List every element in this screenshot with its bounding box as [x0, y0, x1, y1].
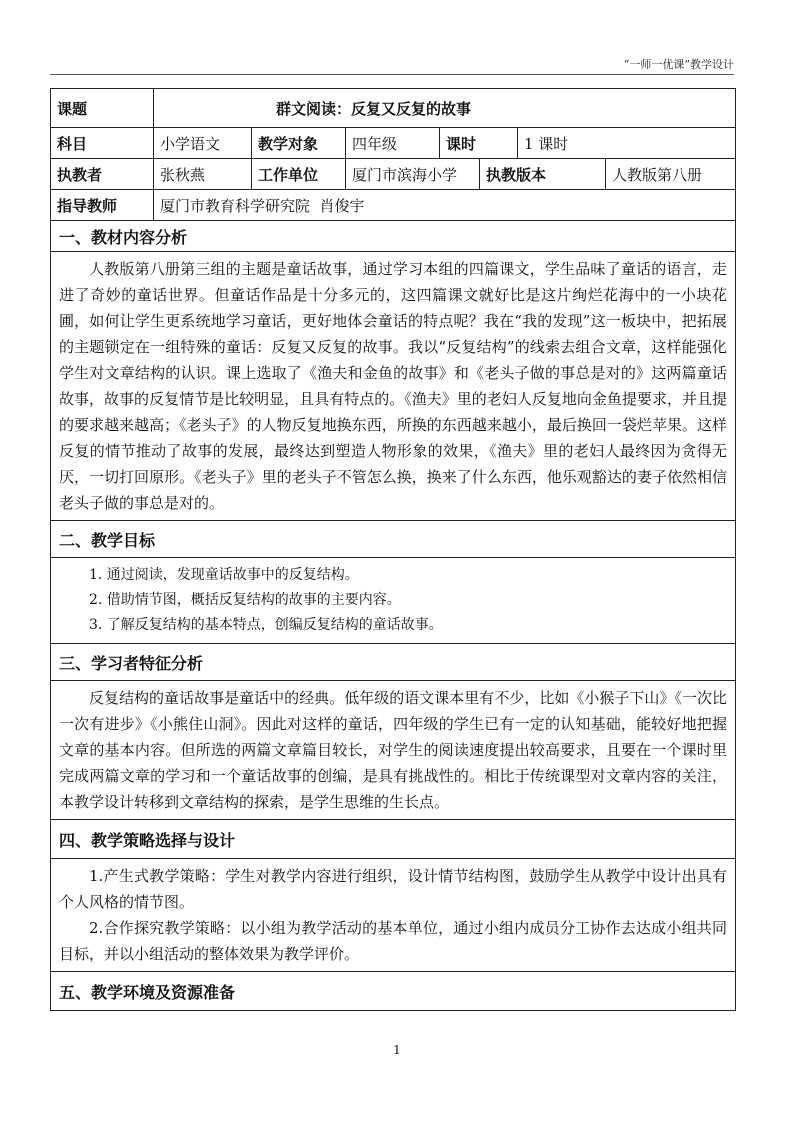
objective-item: 2. 借助情节图，概括反复结构的故事的主要内容。 — [89, 592, 401, 608]
section-1-title: 一、教材内容分析 — [59, 227, 188, 247]
section-1-header — [51, 220, 735, 251]
section-1-body — [51, 251, 735, 520]
section-1-text: 人教版第八册第三组的主题是童话故事，通过学习本组的四篇课文，学生品味了童话的语言，走进了奇妙的童话世界。但童话作品是十分多元的，这四篇课文就好比是这片绚烂花海中的一小块花圃，如何让学生更系统地学习童话，更好地体会童话的特点呢？我在“我的发现”这一板块中，把拓展的主题锁定在一组特殊的童话：反复又反复的故事。我以“反复结构”的线索去组合文章，这样能强化学生对文章结构的认识。课上选取了《渔夫和金鱼的故事》和《老头子做的事总是对的》这两篇童话故事，故事的反复情节是比较明显，且具有特点的。《渔夫》里的老妇人反复地向金鱼提要求，并且提的要求越来越高；《老头子》的人物反复地换东西，所换的东西越来越小，最后换回一袋烂苹果。这样反复的情节推动了故事的发展，最终达到塑造人物形象的效果，《渔夫》里的老妇人最终因为贪得无厌，一切打回原形。《老头子》里的老头子不管怎么换，换来了什么东西，他乐观豁达的妻子依然相信老头子做的事总是对的。 — [59, 260, 727, 512]
objective-item: 3. 了解反复结构的基本特点，创编反复结构的童话故事。 — [89, 617, 443, 633]
edition-value: 人教版第八册 — [605, 159, 735, 189]
strategy-2: 2.合作探究教学策略：以小组为教学活动的基本单位，通过小组内成员分工协作去达成小组共同目标，并以小组活动的整体效果为教学评价。 — [59, 919, 727, 963]
teacher-value: 张秋燕 — [153, 159, 251, 189]
target-value: 四年级 — [345, 128, 439, 158]
strategy-1: 1.产生式教学策略：学生对教学内容进行组织，设计情节结构图，鼓励学生从教学中设计出具有个人风格的情节图。 — [59, 867, 727, 911]
section-4-header — [51, 819, 735, 858]
mentor-value: 厦门市教育科学研究院 肖俊宇 — [153, 190, 735, 220]
lesson-plan-table — [50, 88, 736, 1011]
section-4-body — [51, 858, 735, 971]
target-label: 教学对象 — [251, 128, 345, 158]
title-label: 课题 — [57, 99, 88, 118]
section-3-body — [51, 680, 735, 819]
title-value: 群文阅读：反复又反复的故事 — [153, 89, 735, 127]
page-number: 1 — [393, 1043, 401, 1057]
section-3-text: 反复结构的童话故事是童话中的经典。低年级的语文课本里有不少，比如《小猴子下山》《一次比一次有进步》《小熊住山洞》。因此对这样的童话，四年级的学生已有一定的认知基础，能较好地把握文章的基本内容。但所选的两篇文章篇目较长，对学生的阅读速度提出较高要求，且要在一个课时里完成两篇文章的学习和一个童话故事的创编，是具有挑战性的。相比于传统课型对文章内容的关注，本教学设计转移到文章结构的探索，是学生思维的生长点。 — [59, 689, 727, 811]
unit-label: 工作单位 — [251, 159, 345, 189]
section-5-title: 五、教学环境及资源准备 — [59, 982, 236, 1002]
subject-value: 小学语文 — [153, 128, 251, 158]
info-row-2 — [51, 158, 735, 189]
header-rule — [50, 74, 734, 75]
section-5-header — [51, 971, 735, 1010]
subject-label: 科目 — [57, 134, 88, 153]
section-2-header — [51, 520, 735, 557]
title-row — [51, 89, 735, 127]
strategy-block — [51, 859, 735, 971]
teacher-label: 执教者 — [57, 165, 103, 184]
objective-item: 1. 通过阅读，发现童话故事中的反复结构。 — [89, 567, 359, 583]
section-3-title: 三、学习者特征分析 — [59, 653, 204, 673]
unit-value: 厦门市滨海小学 — [345, 159, 479, 189]
header-note: “一师一优课”教学设计 — [623, 58, 734, 71]
section-2-body — [51, 557, 735, 643]
section-2-title: 二、教学目标 — [59, 530, 156, 550]
info-row-1 — [51, 127, 735, 158]
mentor-row — [51, 189, 735, 220]
hours-label: 课时 — [439, 128, 517, 158]
section-3-header — [51, 643, 735, 680]
mentor-label: 指导教师 — [57, 196, 118, 215]
hours-value: 1 课时 — [517, 128, 735, 158]
section-4-title: 四、教学策略选择与设计 — [59, 830, 236, 850]
edition-label: 执教版本 — [479, 159, 605, 189]
objectives-list — [51, 558, 451, 643]
